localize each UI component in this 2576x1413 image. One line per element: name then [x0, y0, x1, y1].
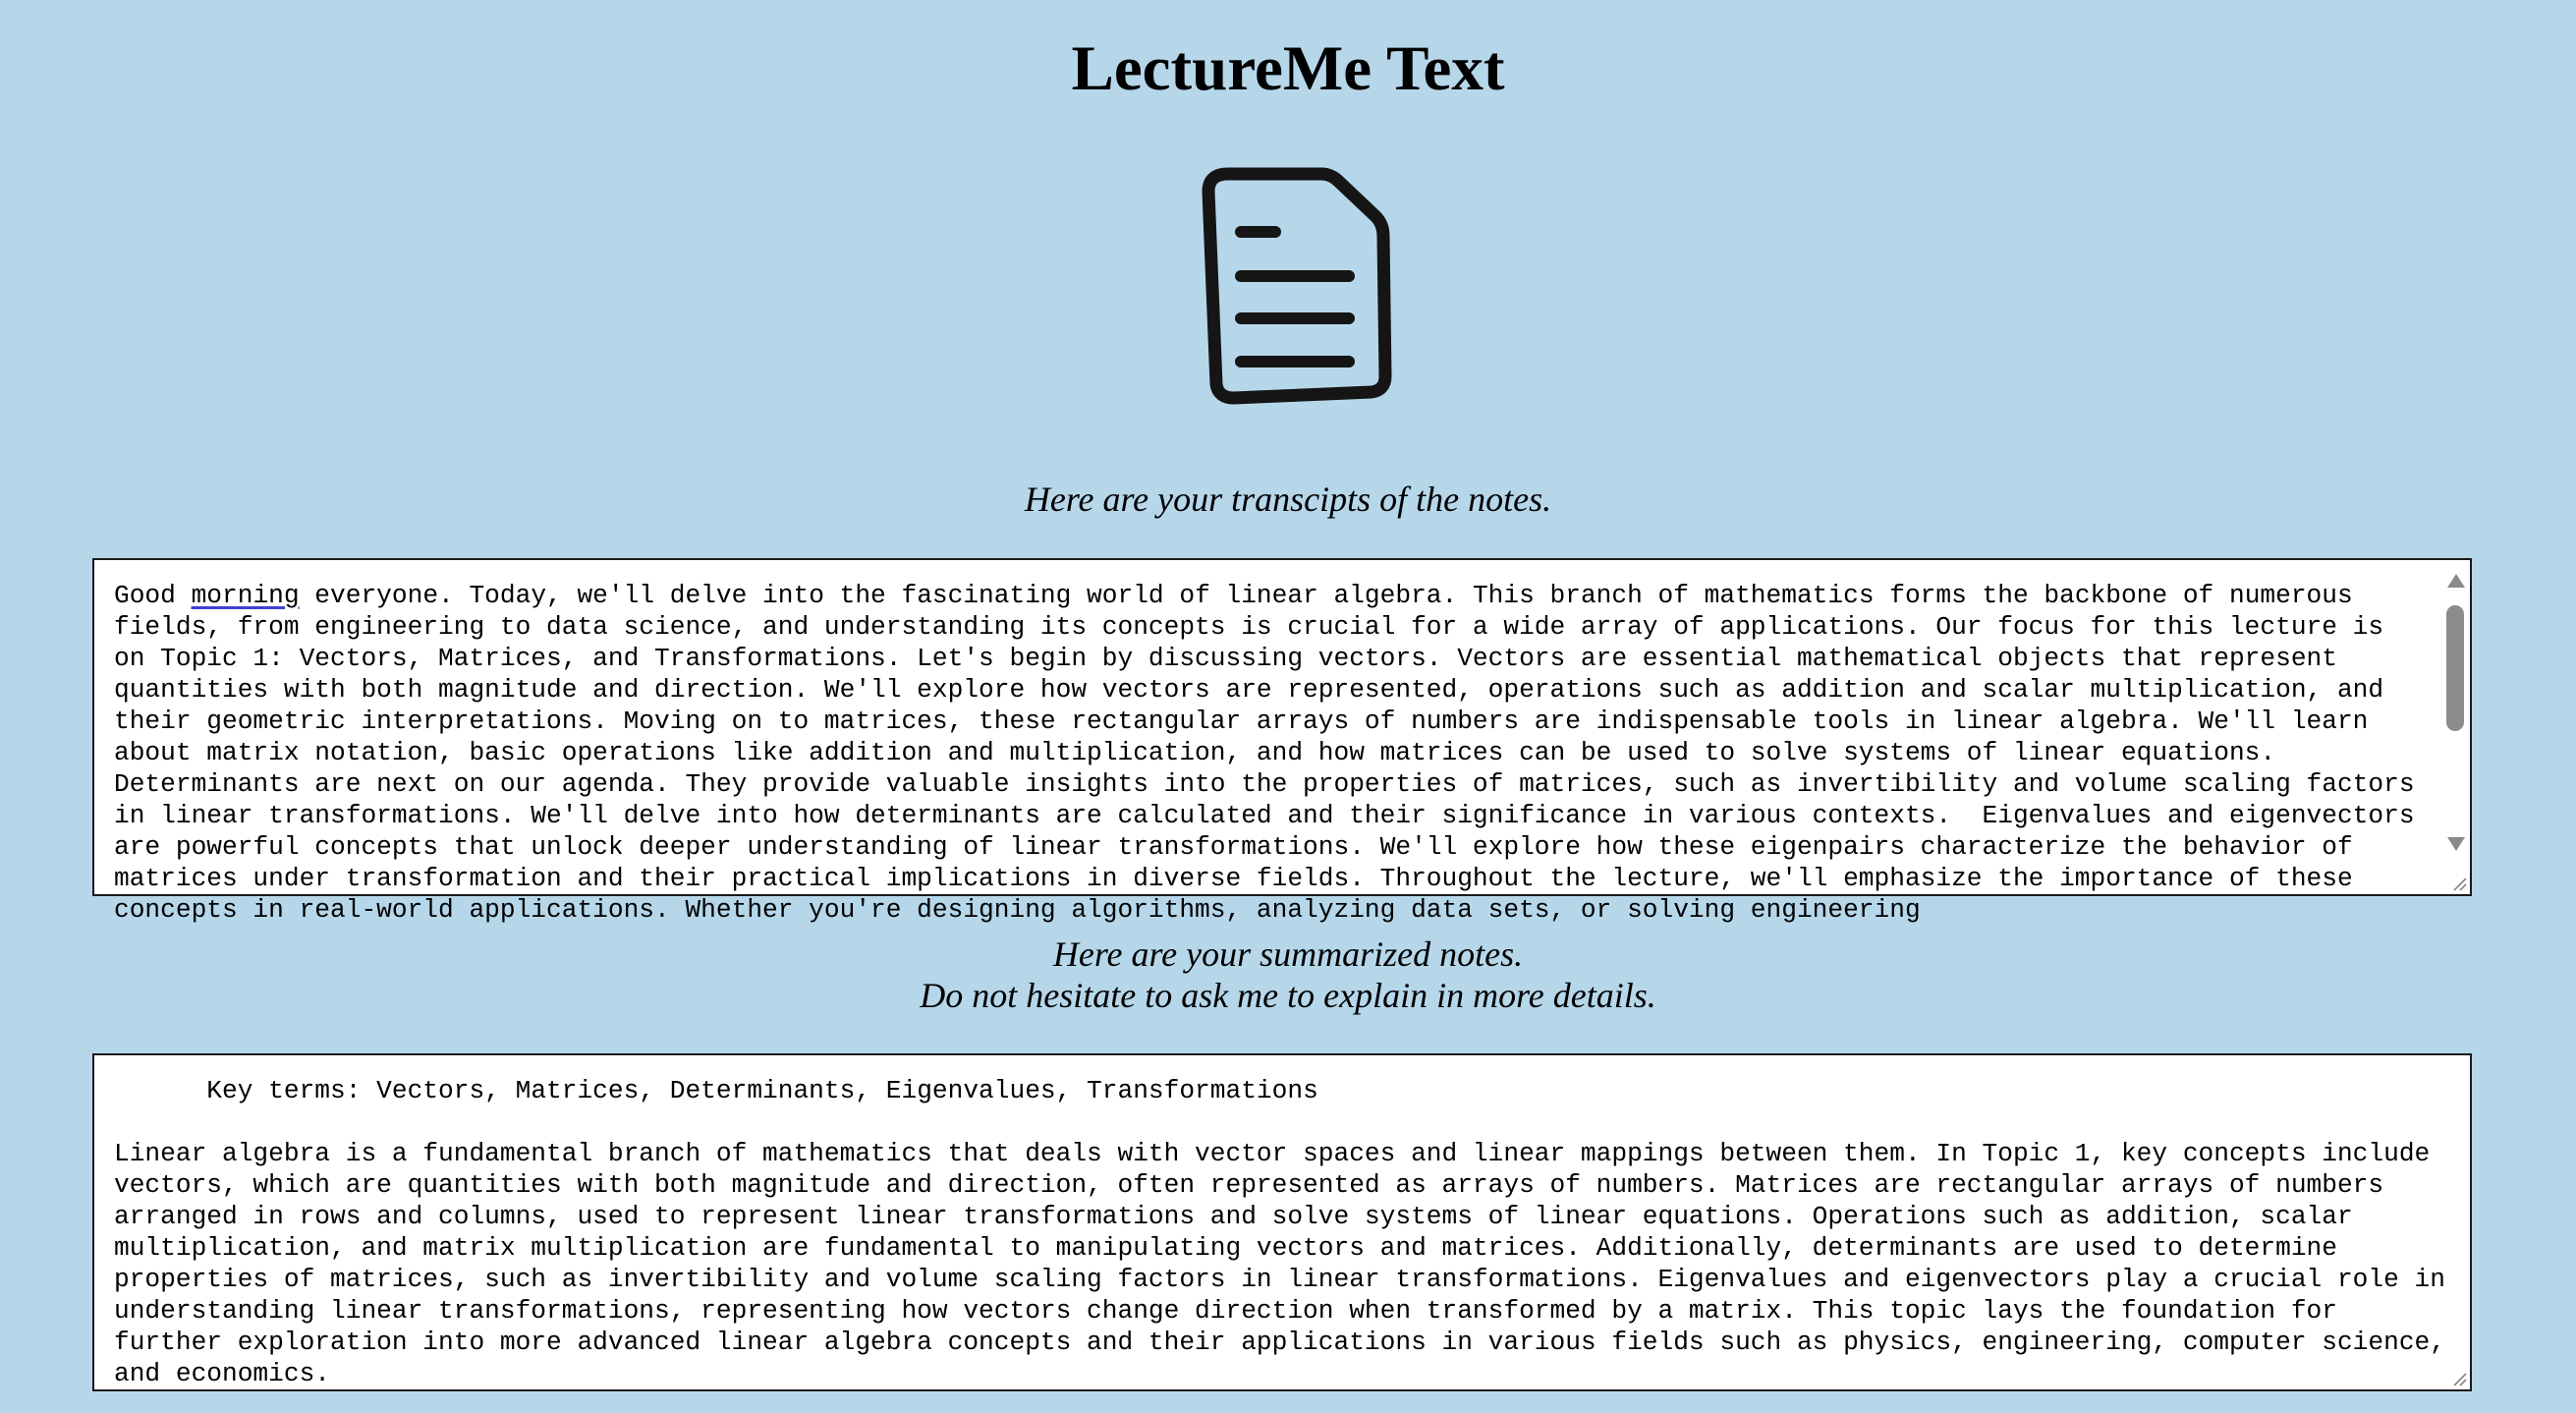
- scroll-thumb[interactable]: [2446, 605, 2464, 731]
- transcript-scrollbar[interactable]: [2440, 560, 2470, 894]
- resize-grip-icon[interactable]: [2450, 1370, 2468, 1387]
- transcript-heading: Here are your transcipts of the notes.: [1024, 480, 1552, 519]
- document-icon: [1187, 162, 1393, 408]
- transcript-body: everyone. Today, we'll delve into the fascinating world of linear algebra. This branch of mathematics forms the backbone of numerous fields, from engineering to data science, and understanding its concepts is crucial for a wide array of applications. Our focus for this lecture is on Topic 1: Vectors, Matrices, and Transformations. Let's begin by discussing vectors. Vectors are essential mathematical objects that represent quantities with both magnitude and direction. We'll explore how vectors are represented, operations such as addition and scalar multiplication, and their geometric interpretations. Moving on to matrices, these rectangular arrays of numbers are indispensable tools in linear algebra. We'll learn about matrix notation, basic operations like addition and multiplication, and how matrices can be used to solve systems of linear equations. Determinants are next on our agenda. They provide valuable insights into the properties of matrices, such as invertibility and volume scaling factors in linear transformations. We'll delve into how determinants are calculated and their significance in various contexts. Eigenvalues and eigenvectors are powerful concepts that unlock deeper understanding of linear transformations. We'll explore how these eigenpairs characterize the behavior of matrices under transformation and their practical implications in diverse fields. Throughout the lecture, we'll emphasize the importance of these concepts in real-world applications. Whether you're designing algorithms, analyzing data sets, or solving engineering: [114, 581, 2431, 925]
- spellcheck-flagged-word[interactable]: morning: [191, 581, 300, 610]
- scroll-up-arrow-icon[interactable]: [2447, 574, 2465, 588]
- summary-textarea[interactable]: [92, 1053, 2472, 1391]
- transcript-text[interactable]: [114, 580, 2431, 926]
- summary-subheading: Do not hesitate to ask me to explain in more details.: [920, 976, 1656, 1015]
- transcript-first-word: Good: [114, 581, 192, 610]
- summary-heading: Here are your summarized notes.: [1052, 934, 1524, 974]
- scroll-down-arrow-icon[interactable]: [2447, 837, 2465, 851]
- page-title: LectureMe Text: [1071, 33, 1505, 104]
- transcript-textarea[interactable]: [92, 558, 2472, 925]
- resize-grip-icon[interactable]: [2450, 875, 2468, 892]
- summary-text[interactable]: Key terms: Vectors, Matrices, Determinants, Eigenvalues, Transformations Linear algebra is a fundamental branch of mathematics that deals with vector spaces and linear mappings between them. In Topic 1, key concepts include vectors, which are quantities with both magnitude and direction, often represented as arrays of numbers. Matrices are rectangular arrays of numbers arranged in rows and columns, used to represent linear transformations and solve systems of linear equations. Operations such as addition, scalar multiplication, and matrix multiplication are fundamental to manipulating vectors and matrices. Additionally, determinants are used to determine properties of matrices, such as invertibility and volume scaling factors in linear transformations. Eigenvalues and eigenvectors play a crucial role in understanding linear transformations, representing how vectors change direction when transformed by a matrix. This topic lays the foundation for further exploration into more advanced linear algebra concepts and their applications in various fields such as physics, engineering, computer science, and economics.: [114, 1076, 2445, 1388]
